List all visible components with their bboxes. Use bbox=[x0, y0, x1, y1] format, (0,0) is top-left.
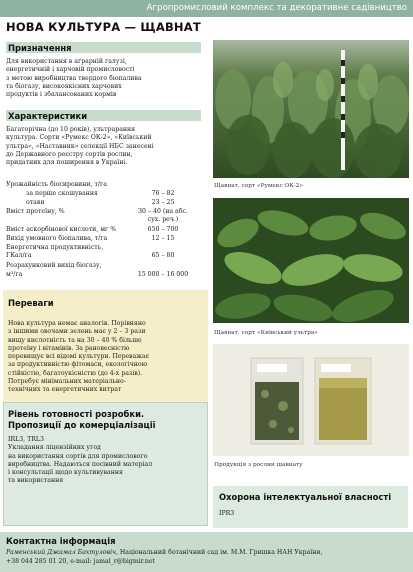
char-row-value: 30 – 40 (на абс. bbox=[138, 208, 188, 215]
readiness-heading-line: Рівень готовності розробки. bbox=[8, 409, 145, 419]
char-row-label: ГКал/га bbox=[6, 252, 32, 259]
readiness-line: на використання сортів для промислового bbox=[8, 452, 148, 460]
advantages-line: Потребує мінімальних матеріально- bbox=[8, 378, 126, 386]
char-row-label: Енергетична продуктивність, bbox=[6, 244, 104, 251]
advantages-line: перевищує всі відомі культури. Переважає bbox=[8, 353, 150, 361]
char-row-label: м³/га bbox=[6, 271, 23, 278]
advantages-line: за продуктивністю фітомаси, екологічною bbox=[8, 361, 147, 369]
photo-field-kyivskyi bbox=[213, 198, 409, 323]
purpose-line: та біогазу, високоякісних харчових bbox=[6, 82, 122, 90]
characteristics-line: до Державного реєстру сортів рослин, bbox=[6, 150, 133, 158]
purpose-line: продуктів і збалансованих кормів bbox=[6, 91, 117, 99]
char-row-value: 12 – 15 bbox=[151, 235, 175, 242]
char-row-label: отави bbox=[26, 199, 45, 206]
purpose-text bbox=[6, 58, 206, 99]
header-banner-text: Агропромисловий комплекс та декоративне садівництво bbox=[146, 3, 407, 13]
contact-person: Раменський Джамал Бахтуловіч bbox=[6, 549, 116, 556]
photo-field-rumex bbox=[213, 40, 409, 178]
contact-org: , Національний ботанічний сад ім. М.М. Гришка НАН України, bbox=[115, 549, 323, 556]
char-row-label: Розрахунковий вихід біогазу, bbox=[6, 262, 102, 269]
char-row-label: за перше скошування bbox=[26, 190, 98, 197]
characteristics-line: ультра», «Наставник» селекції НБС занесені bbox=[6, 142, 154, 150]
photo-caption: Продукція з рослин щавнату bbox=[214, 462, 303, 468]
page-title: НОВА КУЛЬТУРА — ЩАВНАТ bbox=[6, 20, 201, 34]
purpose-line: Для використання в аграрній галузі, bbox=[6, 58, 127, 65]
advantages-text bbox=[8, 320, 206, 395]
char-row-value: сух. реч.) bbox=[147, 216, 179, 223]
readiness-line: IRL3, TRL3 bbox=[8, 436, 44, 443]
advantages-line: протеїну і вітамінів. За рановесністю bbox=[8, 344, 130, 352]
char-row-label: Вихід умовного біопалива, т/га bbox=[6, 235, 108, 242]
advantages-line: з іншими овочами зелень має у 2 – 3 рази bbox=[8, 328, 146, 336]
contact-phone-email: +38 044 285 01 20, e-mail: jamal_r@bigmir.net bbox=[6, 558, 156, 565]
photo-caption: Щавнат, сорт «Румекс ОК-2» bbox=[214, 183, 303, 189]
char-row-value: 76 – 82 bbox=[151, 190, 175, 197]
characteristics-line: придатних для поширення в Україні. bbox=[6, 159, 128, 167]
char-row-value: 23 – 25 bbox=[151, 199, 175, 206]
characteristics-line: Багаторічна (до 10 років), ультрарання bbox=[6, 126, 136, 133]
char-row-value: 15 000 – 16 000 bbox=[137, 271, 189, 278]
char-row-label: Вміст протеїну, % bbox=[6, 208, 65, 215]
char-row-value: 65 – 80 bbox=[151, 252, 175, 259]
characteristics-line: культура. Сорти «Румекс ОК-2», «Київський bbox=[6, 134, 152, 142]
advantages-line: технічних та енергетичних витрат bbox=[8, 386, 122, 394]
ip-heading: Охорона інтелектуальної власності bbox=[219, 492, 392, 502]
advantages-line: стійкістю, багатоукісністю (до 4-х разів). bbox=[8, 369, 143, 377]
purpose-heading: Призначення bbox=[8, 43, 72, 53]
char-row-label: Урожайність біосировини, т/га bbox=[6, 181, 107, 188]
readiness-text bbox=[8, 436, 206, 486]
readiness-line: виробництва. Надаються посівний матеріал bbox=[8, 460, 153, 468]
advantages-heading: Переваги bbox=[8, 298, 54, 308]
purpose-line: енергетичній і харчовій промисловості bbox=[6, 66, 135, 74]
photo-products bbox=[213, 344, 409, 456]
characteristics-heading: Характеристики bbox=[8, 111, 88, 121]
contact-heading: Контактна інформація bbox=[6, 536, 116, 546]
readiness-line: і консультації щодо культивування bbox=[8, 469, 123, 477]
readiness-line: та використання bbox=[8, 477, 64, 485]
readiness-line: Укладання ліцензійних угод bbox=[8, 444, 101, 452]
char-row-label: Вміст аскорбінової кислоти, мг % bbox=[6, 226, 117, 233]
advantages-line: Нова культура немає аналогів. Порівняно bbox=[8, 320, 146, 327]
contact-line bbox=[6, 549, 410, 557]
ip-value: IPR3 bbox=[219, 510, 235, 517]
readiness-heading bbox=[8, 409, 156, 431]
purpose-line: з метою виробництва твердого біопалива bbox=[6, 74, 142, 82]
header-banner bbox=[0, 0, 413, 17]
char-row-value: 650 – 700 bbox=[147, 226, 179, 233]
characteristics-text bbox=[6, 126, 208, 167]
advantages-line: вищу кислотність та на 30 – 40 % більше bbox=[8, 336, 142, 344]
photo-caption: Щавнат, сорт «Київський ультра» bbox=[214, 330, 318, 336]
readiness-heading-line: Пропозиції до комерціалізації bbox=[8, 420, 156, 430]
